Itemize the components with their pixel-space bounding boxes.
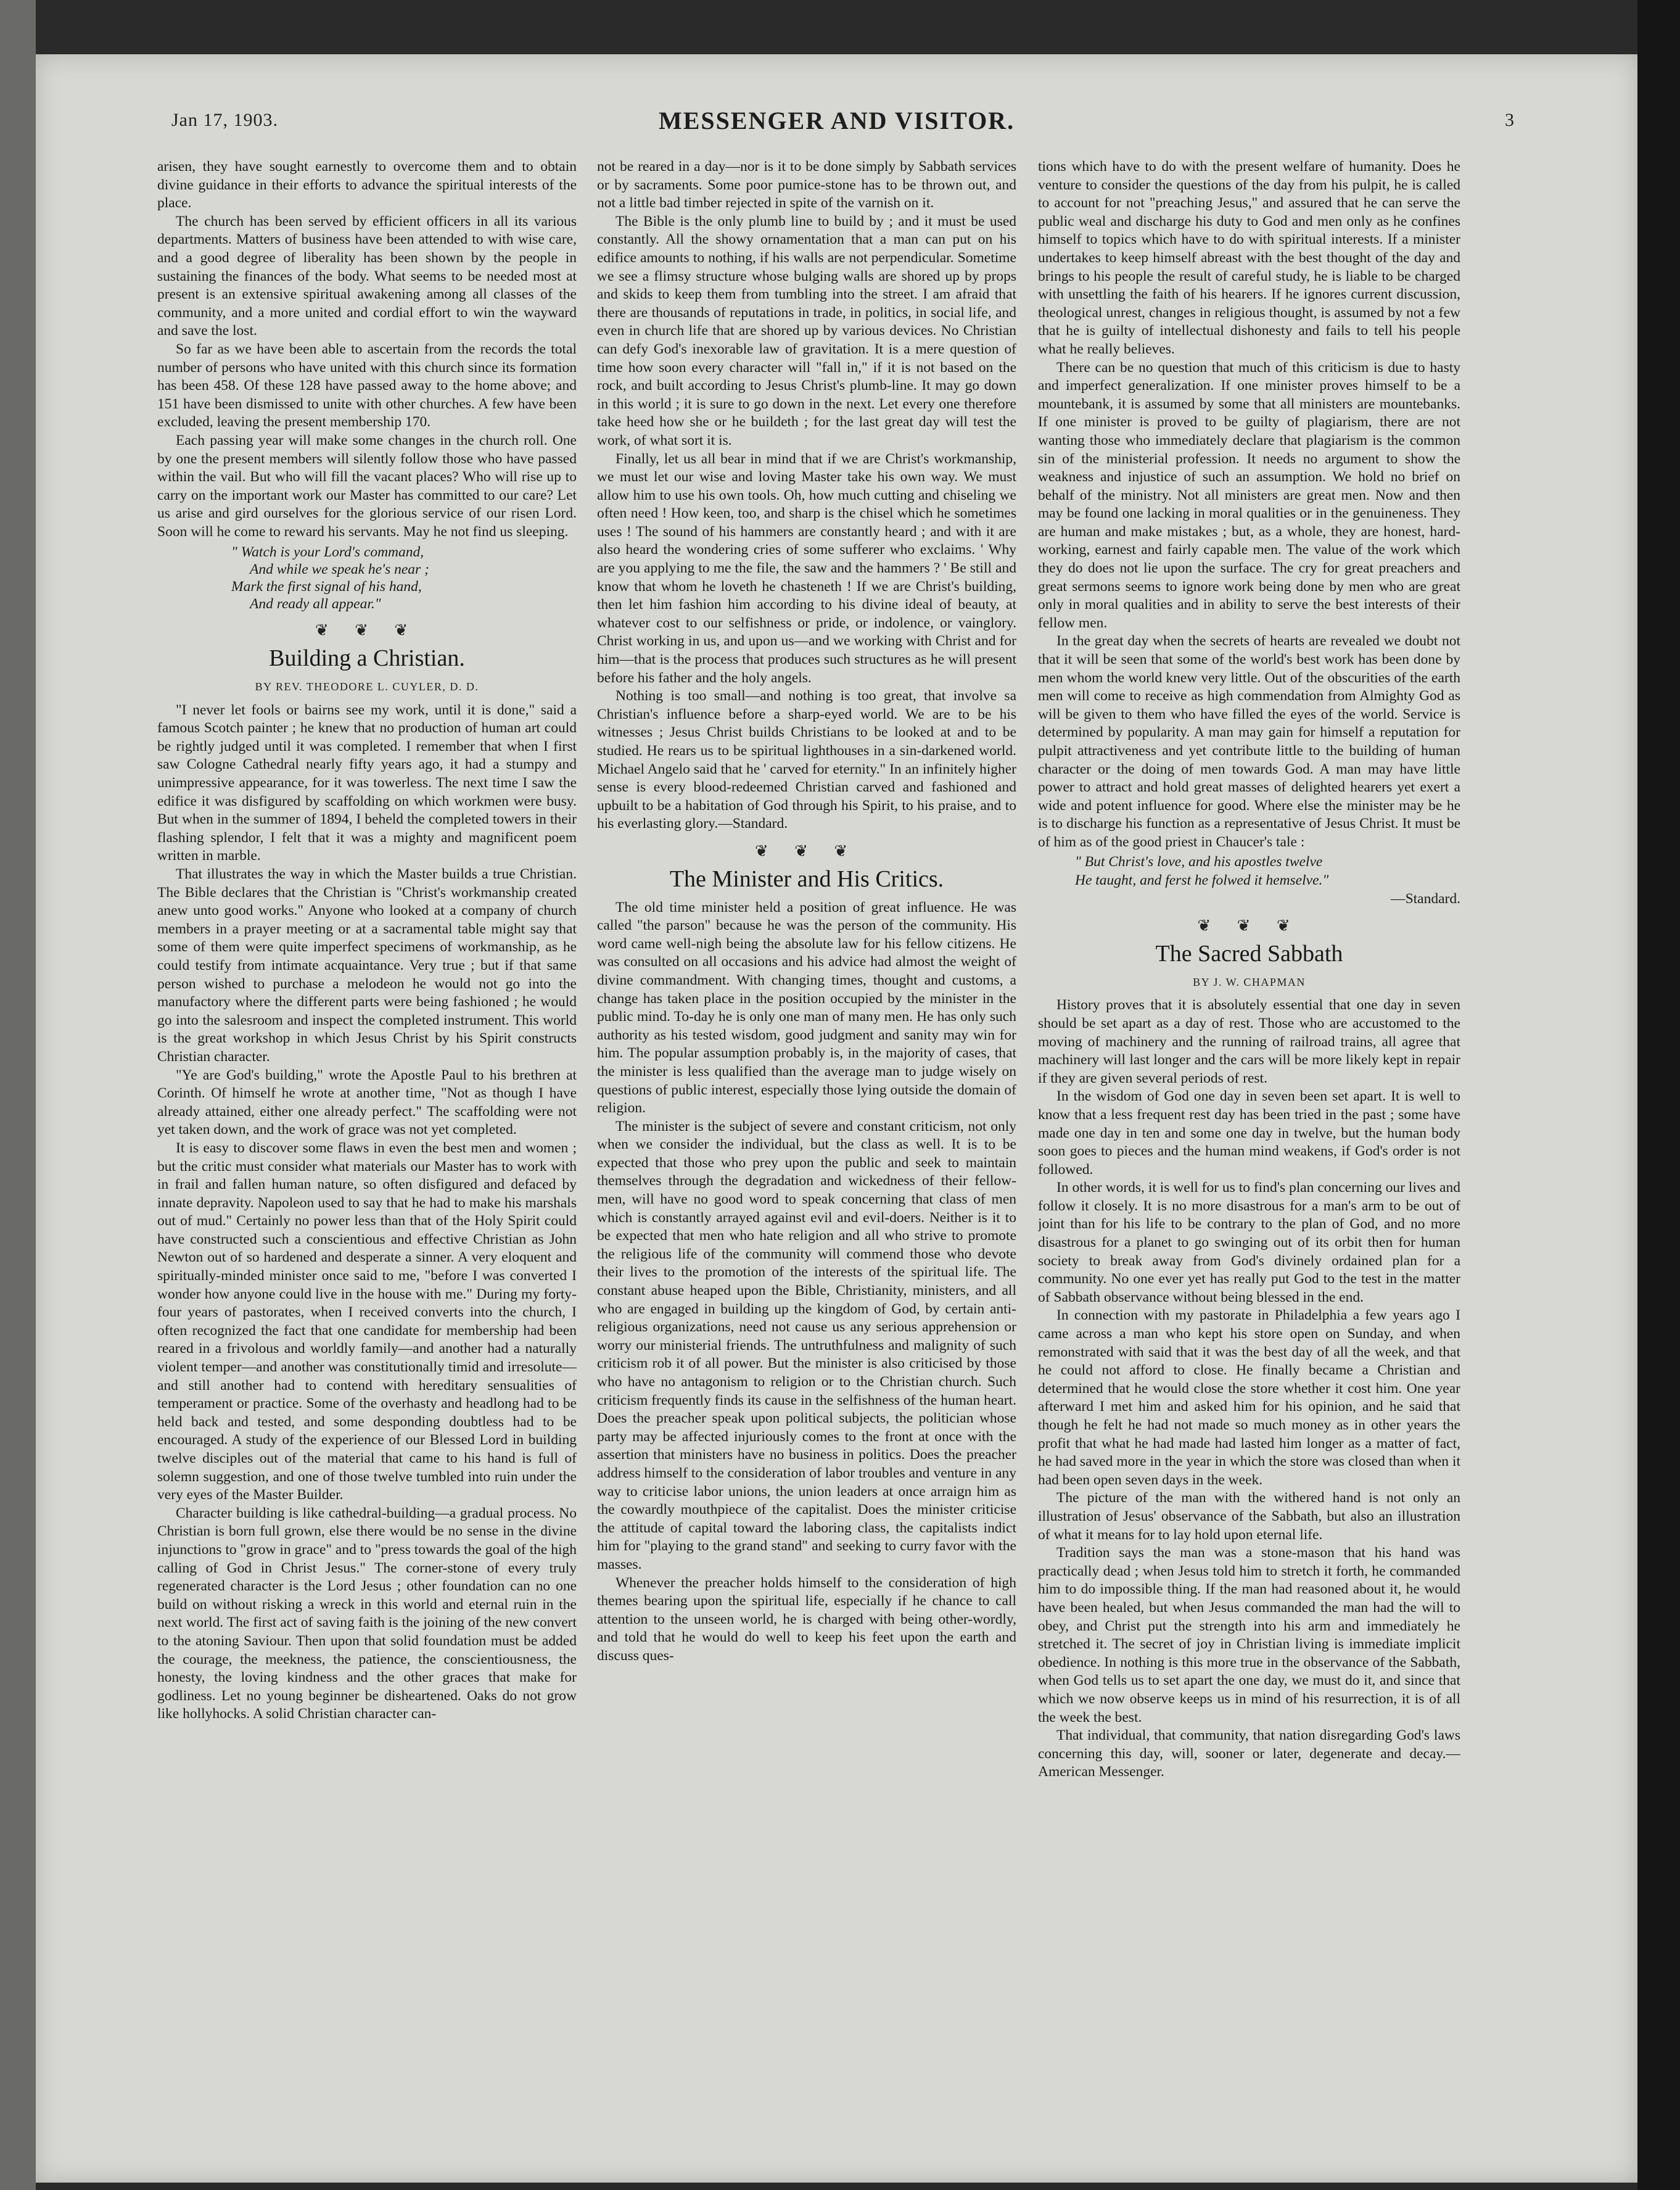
verse-line: And ready all appear." xyxy=(250,596,381,613)
article-title: The Minister and His Critics. xyxy=(669,866,944,892)
verse-line: Mark the first signal of his hand, xyxy=(231,579,422,595)
paragraph: The minister is the subject of severe and constant criticism, not only when we consider the individual, but the class as well. It is to be expected that those who prey upon the public and seek to maintain themselves through the degradation and wickedness of their fellow-men, will have no good word to speak concerning that class of men which is constantly arrayed against evil and evil-doers. Neither is it to be expected that men who hate religion and all who strive to promote the religious life of the community will commend those who devote their lives to the promotion of the interests of the spiritual life. The constant abuse heaped upon the Bible, Christianity, ministers, and all who are engaged in building up the kingdom of God, by certain anti-religious organizations, need not cause us any serious apprehension or worry our ministerial friends. The untruthfulness and malignity of such criticism rob it of all power. But the minister is also criticised by those who have no antagonism to religion or to the Christian church. Such criticism frequently finds its cause in the selfishness of the human heart. Does the preacher speak upon political subjects, the politician whose party may be affected injuriously comes to the front at once with the assertion that ministers have no business in politics. Does the preacher address himself to the consideration of labor troubles and venture in any way to criticise labor unions, the union leaders at once arraign him as the cowardly mouthpiece of the capitalist. Does the minister criticise the attitude of capital toward the laboring class, the capitalists indict him for "playing to the grand stand" and seeking to curry favor with the masses. xyxy=(597,1118,1016,1572)
paragraph: Nothing is too small—and nothing is too great, that involve sa Christian's influence before a sharp-eyed world. We are to be his witnesses ; Jesus Christ builds Christians to be looked at and to be studied. He rears us to be spiritual lighthouses in a sin-darkened world. Michael Angelo said that he ' carved for eternity." In an infinitely higher sense is every blood-redeemed Christian carved and fashioned and upbuilt to be a habitation of God through his Spirit, to his praise, and to his everlasting glory.—Standard. xyxy=(597,688,1016,832)
paragraph: That individual, that community, that nation disregarding God's laws concerning this day, will, sooner or later, degenerate and decay.—American Messenger. xyxy=(1038,1727,1460,1780)
masthead-title: MESSENGER AND VISITOR. xyxy=(658,107,1015,134)
verse-line: And while we speak he's near ; xyxy=(250,561,429,578)
paragraph: Finally, let us all bear in mind that if we are Christ's workmanship, we must let our wise and loving Master take his own way. We must allow him to use his own tools. Oh, how much cutting and chiseling we often need ! How keen, too, and sharp is the chisel which he sometimes uses ! The sound of his hammers are constantly heard ; and with it are also heard the wondering cries of some sufferer who exclaims. ' Why are you applying to me the file, the saw and the hammers ? ' Be still and know that whom he loveth he chasteneth ! If we are Christ's building, then let him fashion him according to his divine ideal of beauty, at whatever cost to our selfishness or pride, or indolence, or vainglory. Christ working in us, and upon us—and we working with Christ and for him—that is the process that produces such structures as he will present before his father and the holy angels. xyxy=(597,450,1016,686)
newspaper-page xyxy=(36,54,1637,2183)
paragraph: The church has been served by efficient officers in all its various departments. Matters of business have been attended to with wise care, and a good degree of liberality has been shown by the people in sustaining the finances of the body. What seems to be needed most at present is an extensive spiritual awakening among all classes of the community, and a more united and cordial effort to win the wayward and save the lost. xyxy=(157,213,577,339)
column-3 xyxy=(1038,158,1460,2163)
paragraph: not be reared in a day—nor is it to be done simply by Sabbath services or by sacraments. Some poor pumice-stone has to be thrown out, and not a little bad timber rejected in spite of the varnish on it. xyxy=(597,159,1016,212)
paragraph: So far as we have been able to ascertain from the records the total number of persons who have united with this church since its formation has been 458. Of these 128 have passed away to the home above; and 151 have been dismissed to unite with other churches. A few have been excluded, leaving the present membership 170. xyxy=(157,341,577,431)
verse xyxy=(157,543,577,613)
column-1 xyxy=(157,158,577,2163)
section-ornament: ❦ ❦ ❦ xyxy=(754,841,859,860)
scan-right-margin xyxy=(1637,0,1680,2190)
page-number: 3 xyxy=(1505,110,1514,130)
verse-line: " Watch is your Lord's command, xyxy=(231,544,424,561)
paragraph: It is easy to discover some flaws in even the best men and women ; but the critic must consider what materials our Master has to work with in frail and fallen human nature, so often disfigured and defaced by innate depravity. Napoleon used to say that he had to make his marshals out of mud." Certainly no power less than that of the Holy Spirit could have constructed such a conscientious and effective Christian as John Newton out of so hardened and desperate a sinner. A very eloquent and spiritually-minded minister once said to me, "before I was converted I wonder how anyone could live in the house with me." During my forty-four years of pastorates, when I received converts into the church, I often recognized the fact that one candidate for membership had been reared in a frivolous and worldly family—and another had a naturally violent temper—and another was constitutionally timid and irresolute—and still another had to contend with hereditary sensualities of temperament or practice. Some of the overhasty and headlong had to be held back and tested, and some desponding doubtless had to be encouraged. A study of the experience of our Blessed Lord in building twelve disciples out of the material that came to his hand is full of solemn suggestion, and one of those twelve tumbled into ruin under the very eyes of the Master Builder. xyxy=(157,1139,577,1503)
paragraph: Whenever the preacher holds himself to the consideration of high themes bearing upon the spiritual life, especially if he chance to call attention to the unseen world, he is charged with being other-wordly, and told that he would do well to keep his feet upon the earth and discuss ques- xyxy=(597,1574,1016,1664)
paragraph: "Ye are God's building," wrote the Apostle Paul to his brethren at Corinth. Of himself he wrote at another time, "Not as though I have already attained, either one already perfect." The scaffolding were not yet taken down, and the work of grace was not yet completed. xyxy=(157,1067,577,1138)
column-2 xyxy=(597,158,1016,2163)
section-ornament: ❦ ❦ ❦ xyxy=(315,621,419,640)
section-ornament: ❦ ❦ ❦ xyxy=(1197,917,1301,935)
paragraph: History proves that it is absolutely essential that one day in seven should be set apart as a day of rest. Those who are accustomed to the moving of machinery and the running of railroad trains, all agree that machinery will last longer and the cars will be more likely kept in repair if they are given several periods of rest. xyxy=(1038,997,1460,1086)
article-byline: BY J. W. CHAPMAN xyxy=(1193,975,1306,988)
article-signoff: —Standard. xyxy=(1391,890,1460,907)
paragraph: In other words, it is well for us to find's plan concerning our lives and follow it closely. It is no more disastrous for a man's arm to be out of joint than for his life to be contrary to the plan of God, and no more disastrous for a planet to go swinging out of its orbit then for human society to break away from God's divinely ordained plan for a community. No one ever yet has really put God to the test in the matter of Sabbath observance without being blessed in the end. xyxy=(1038,1180,1460,1305)
quotation: He taught, and ferst he folwed it hemselve." xyxy=(1075,872,1329,888)
paragraph: Each passing year will make some changes in the church roll. One by one the present members will silently follow those who have passed within the vail. But who will fill the vacant places? Who will rise up to carry on the important work our Master has committed to our care? Let us arise and gird ourselves for the glorious service of our risen Lord. Soon will he come to reward his servants. May he not find us sleeping. xyxy=(157,432,577,540)
article-title: Building a Christian. xyxy=(269,645,465,672)
article-byline: BY REV. THEODORE L. CUYLER, D. D. xyxy=(255,680,479,693)
paragraph: That illustrates the way in which the Master builds a true Christian. The Bible declares that the Christian is "Christ's workmanship created anew unto good works." Anyone who looked at a company of church members in a prayer meeting or at a sacramental table might say that some of them were quite imperfect specimens of workmanship, as he could testify from intimate acquaintance. Very true ; but if that same person wished to purchase a melodeon he would not go into the manufactory where the different parts were being fashioned ; he would go into the salesroom and inspect the completed instrument. This world is the great workshop in which Jesus Christ by his Spirit constructs Christian character. xyxy=(157,866,577,1065)
article-title: The Sacred Sabbath xyxy=(1155,940,1343,967)
paragraph: tions which have to do with the present welfare of humanity. Does he venture to consider the questions of the day from his pulpit, he is called to account for not "preaching Jesus," and assured that he can serve the public weal and discharge his duty to God and men only as he confines himself to topics which have to do with spiritual interests. If a minister undertakes to keep himself abreast with the best thought of the day and brings to his people the result of careful study, he is liable to be charged with unsettling the faith of his hearers. If he ignores current discussion, theological unrest, changes in religious thought, is assumed by not a few that he is guilty of intellectual dishonesty and fails to tell his people what he really believes. xyxy=(1038,159,1460,357)
paragraph: In connection with my pastorate in Philadelphia a few years ago I came across a man who kept his store open on Sunday, and when remonstrated with said that it was the best day of all the week, and that he could not afford to close. He finally became a Christian and determined that he would close the store whether it cost him. One year afterward I met him and asked him for his opinion, and he said that though he felt he had not made so much money as in other years the profit that what he had made had lasted him longer as a matter of fact, he had saved more in the year in which the store was closed than when it had been open seven days in the week. xyxy=(1038,1307,1460,1488)
paragraph: Character building is like cathedral-building—a gradual process. No Christian is born full grown, else there would be no sense in the divine injunctions to "grow in grace" and to "press towards the goal of the high calling of God in Christ Jesus." The corner-stone of every truly regenerated character is the Lord Jesus ; other foundation can no one build on without risking a wreck in this world and eternal ruin in the next world. The first act of saving faith is the joining of the new convert to the atoning Saviour. Then upon that solid foundation must be added the courage, the meekness, the patience, the conscientiousness, the honesty, the loving kindness and the other graces that make for godliness. Let no young beginner be disheartened. Oaks do not grow like hollyhocks. A solid Christian character can- xyxy=(157,1505,577,1722)
paragraph: The picture of the man with the withered hand is not only an illustration of Jesus' observance of the Sabbath, but also an illustration of what it means for to lay hold upon eternal life. xyxy=(1038,1490,1460,1543)
paragraph: arisen, they have sought earnestly to overcome them and to obtain divine guidance in their efforts to advance the spiritual interests of the place. xyxy=(157,159,577,212)
paragraph: The Bible is the only plumb line to build by ; and it must be used constantly. All the showy ornamentation that a man can put on his edifice amounts to nothing, if his walls are not perpendicular. Sometime we see a flimsy structure whose bulging walls are shored up by props and skids to keep them from tumbling into the street. I am afraid that there are thousands of reputations in trade, in politics, in social life, and even in church life that are shored up by various devices. No Christian can defy God's inexorable law of gravitation. It is a mere question of time how soon every character will "fall in," if it is not based on the rock, and built according to Jesus Christ's plumb-line. It may go down in this world ; it is sure to go down in the next. Let every one therefore take heed how she or he buildeth ; for the last great day will test the work, of what sort it is. xyxy=(597,213,1016,448)
running-head xyxy=(36,107,1637,147)
issue-date: Jan 17, 1903. xyxy=(171,110,278,130)
paragraph: There can be no question that much of this criticism is due to hasty and imperfect generalization. If one minister proves himself to be a mountebank, it is assumed by some that all ministers are mountebanks. If one minister is proved to be guilty of plagiarism, there are not wanting those who immediately declare that plagiarism is the common sin of the ministerial profession. It needs no argument to show the weakness and injustice of such an assumption. We hold no brief on behalf of the ministry. Not all ministers are great men. Now and then may be found one lacking in moral qualities or in the genuineness. They are human and make mistakes ; but, as a whole, they are honest, hard-working, earnest and fairly capable men. The value of the work which they do does not lie upon the surface. The cry for great preachers and great sermons seems to ignore work being done by men who are great only in moral qualities and in ability to serve the best interests of their fellow men. xyxy=(1038,359,1460,631)
scan-left-margin xyxy=(0,0,36,2190)
paragraph: In the great day when the secrets of hearts are revealed we doubt not that it will be seen that some of the world's best work has been done by men whom the world knew very little. Out of the obscurities of the earth men will come to receive as high commendation from Almighty God as will be given to them who have filled the eyes of the world. Service is determined by popularity. A man may gain for himself a reputation for pulpit attractiveness and yet contribute little to the building of human character or the doing of men towards God. A man may have little power to attract and hold great masses of delighted hearers yet exert a wide and potent influence for good. Where else the minister may be he is to discharge his function as a representative of Jesus Christ. It must be of him as of the good priest in Chaucer's tale : xyxy=(1038,633,1460,850)
quotation: " But Christ's love, and his apostles twelve xyxy=(1075,853,1323,870)
paragraph: In the wisdom of God one day in seven been set apart. It is well to know that a less frequent rest day has been tried in the past ; some have made one day in ten and some one day in twelve, but the human body soon goes to pieces and the human mind weakens, if God's order is not followed. xyxy=(1038,1088,1460,1178)
paragraph: Tradition says the man was a stone-mason that his hand was practically dead ; when Jesus told him to stretch it forth, he commanded him to do impossible thing. If the man had reasoned about it, he would have been healed, but when Jesus commanded the man had the will to obey, and Christ put the strength into his arm and immediately he stretched it. The secret of joy in Christian living is immediate implicit obedience. In nothing is this more true in the observance of the Sabbath, when God tells us to set apart the one day, we must do it, and since that which we now observe keeps us in mind of his resurrection, it is of all the week the best. xyxy=(1038,1545,1460,1725)
paragraph: "I never let fools or bairns see my work, until it is done," said a famous Scotch painter ; he knew that no production of human art could be rightly judged until it was completed. I remember that when I first saw Cologne Cathedral nearly fifty years ago, it had a stumpy and unimpressive appearance, for it was towerless. The next time I saw the edifice it was disfigured by scaffolding on which workmen were busy. But when in the summer of 1894, I beheld the completed towers in their flashing splendor, I felt that it was a mighty and magnificent poem written in marble. xyxy=(157,701,577,864)
paragraph: The old time minister held a position of great influence. He was called "the parson" because he was the person of the community. His word came well-nigh being the absolute law for his fellow citizens. He was consulted on all occasions and his advice had almost the weight of divine commandment. With changing times, thought and customs, a change has taken place in the position occupied by the minister in the public mind. To-day he is only one man of many men. He has only such authority as his tested wisdom, good judgment and sanity may win for him. The popular assumption probably is, in the majority of cases, that the minister is less qualified than the average man to judge wisely on questions of public interest, especially those lying outside the domain of religion. xyxy=(597,899,1016,1117)
